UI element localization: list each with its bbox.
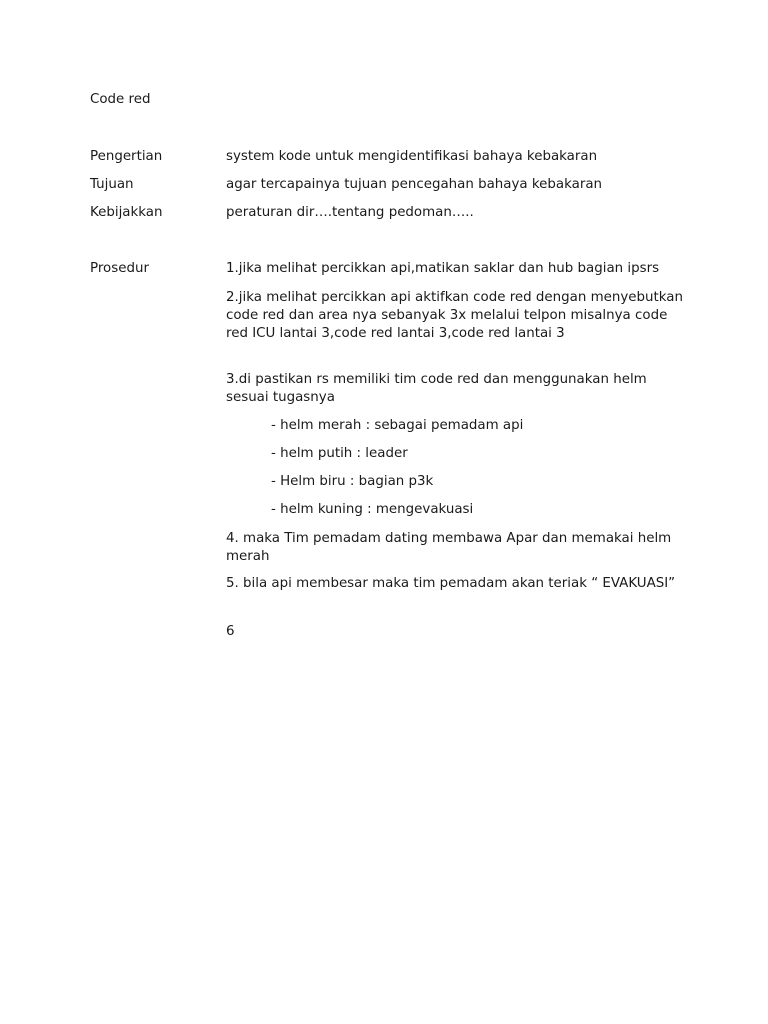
prosedur-step-5: 5. bila api membesar maka tim pemadam akan teriak “ EVAKUASI” [226, 576, 676, 591]
prosedur-step-1: 1.jika melihat percikkan api,matikan saklar dan hub bagian ipsrs [226, 261, 660, 276]
prosedur-step-2: 2.jika melihat percikkan api aktifkan code red dengan menyebutkan code red dan area nya sebanyak 3x melalui telpon misalnya code red ICU lantai 3,code red lantai 3,code red lantai 3 [226, 290, 683, 341]
prosedur-step-6: 6 [226, 624, 235, 639]
kebijakkan-label: Kebijakkan [90, 205, 163, 220]
pengertian-label: Pengertian [90, 149, 163, 164]
helm-role-merah: - helm merah : sebagai pemadam api [271, 418, 524, 433]
kebijakkan-value: peraturan dir….tentang pedoman….. [226, 205, 474, 220]
helm-role-biru: - Helm biru : bagian p3k [271, 474, 434, 489]
tujuan-label: Tujuan [90, 177, 134, 192]
prosedur-label: Prosedur [90, 261, 149, 276]
helm-role-putih: - helm putih : leader [271, 446, 408, 461]
pengertian-value: system kode untuk mengidentifikasi bahaya kebakaran [226, 149, 598, 164]
helm-role-kuning: - helm kuning : mengevakuasi [271, 502, 474, 517]
tujuan-value: agar tercapainya tujuan pencegahan bahaya kebakaran [226, 177, 603, 192]
prosedur-step-4: 4. maka Tim pemadam dating membawa Apar dan memakai helm merah [226, 531, 672, 564]
document-title: Code red [90, 92, 151, 107]
prosedur-step-3: 3.di pastikan rs memiliki tim code red dan menggunakan helm sesuai tugasnya [226, 372, 647, 405]
